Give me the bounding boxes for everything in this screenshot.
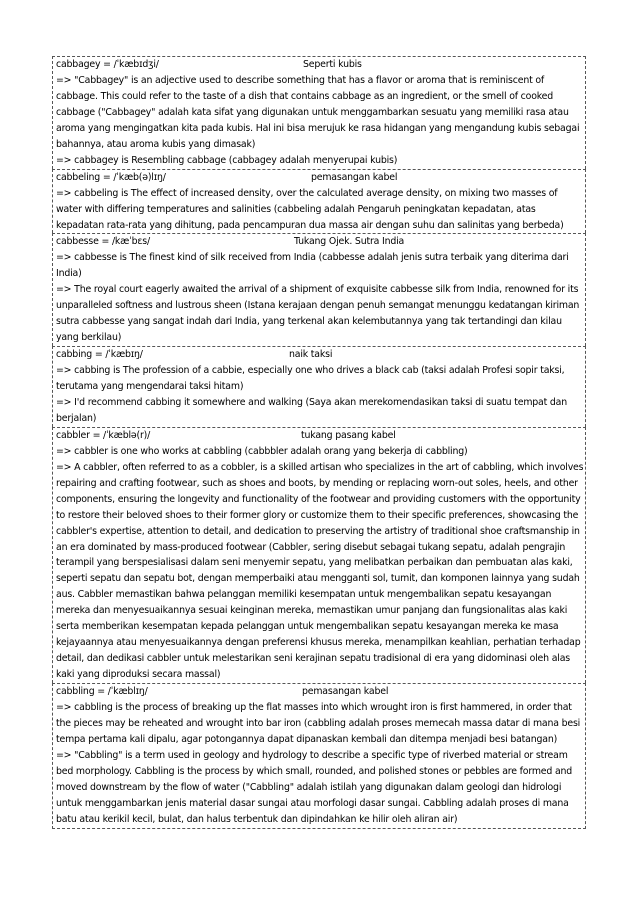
entry-headword: cabbing = /ˈkæbɪŋ/ xyxy=(56,349,143,361)
entry-example: => I'd recommend cabbing it somewhere and walking (Saya akan merekomendasikan taksi di suatu tempat dan berjalan) xyxy=(56,396,568,424)
dictionary-entry-cabbesse xyxy=(52,233,586,346)
entry-headword: cabbeling = /ˈkæb(ə)lɪŋ/ xyxy=(56,171,166,183)
entry-definition: => cabbling is the process of breaking up the flat masses into which wrought iron is first hammered, in order that the pieces may be reheated and wrought into bar iron (cabbling adalah proses memecah massa datar di mana besi tempa pertama kali dipalu, agar potongannya dapat dipanaskan kembali dan ditempa menjadi besi batangan) xyxy=(56,702,581,745)
entry-translation: naik taksi xyxy=(289,349,333,361)
entry-translation: Seperti kubis xyxy=(303,59,362,70)
entry-translation: tukang pasang kabel xyxy=(301,429,396,441)
entry-headword: cabbagey = /ˈkæbɪdʒi/ xyxy=(56,59,159,70)
dictionary-entry-cabbeling xyxy=(52,169,586,234)
entry-example: => A cabbler, often referred to as a cobbler, is a skilled artisan who specializes in the art of cabbling, which involves repairing and crafting footwear, such as shoes and boots, by mending or replacing worn-out soles, heels, and other components, ensuring the longevity and functionality of the footwear and providing customers with the opportunity to restore their beloved shoes to their former glory or customize them to their specific preferences, showcasing the cabbler's expertise, attention to detail, and dedication to preserving the artistry of traditional shoe craftsmanship in an era dominated by mass-produced footwear (Cabbler, sering disebut sebagai tukang sepatu, adalah pengrajin terampil yang berspesialisasi dalam seni menyemir sepatu, yang melibatkan perbaikan dan pembuatan alas kaki, seperti sepatu dan sepatu bot, dengan memperbaiki atau mengganti sol, tumit, dan komponen lainnya yang sudah aus. Cabbler memastikan bahwa pelanggan memiliki kesempatan untuk mengembalikan sepatu kesayangan mereka dan menyesuaikannya sesuai keinginan mereka, memastikan umur panjang dan fungsionalitas alas kaki serta memberikan kesempatan kepada pelanggan untuk mengembalikan sepatu kesayangan mereka ke masa kejayaannya atau menyesuaikannya dengan preferensi khusus mereka, menampilkan keahlian, perhatian terhadap detail, dan dedikasi cabbler untuk melestarikan seni kerajinan sepatu tradisional di era yang didominasi oleh alas kaki yang diproduksi secara massal) xyxy=(56,461,584,681)
entry-header xyxy=(56,234,585,250)
entry-definition: => "Cabbagey" is an adjective used to describe something that has a flavor or aroma that is reminiscent of cabbage. This could refer to the taste of a dish that contains cabbage as an ingredient, or the smell of cooked cabbage ("Cabbagey" adalah kata sifat yang digunakan untuk menggambarkan sesuatu yang memiliki rasa atau aroma yang mengingatkan kita pada kubis. Hal ini bisa merujuk ke rasa hidangan yang mengandung kubis sebagai bahannya, atau aroma kubis yang dimasak) xyxy=(56,74,580,150)
dictionary-entry-cabbler xyxy=(52,427,586,683)
entry-definition: => cabbler is one who works at cabbling (cabbbler adalah orang yang bekerja di cabbling) xyxy=(56,445,468,457)
entry-example: => The royal court eagerly awaited the arrival of a shipment of exquisite cabbesse silk from India, renowned for its unparalleled softness and lustrous sheen (Istana kerajaan dengan penuh semangat menunggu kedatangan kiriman sutra cabbesse yang sangat indah dari India, yang terkenal akan kelembutannya yang tak tertandingi dan kilau yang berkilau) xyxy=(56,284,580,344)
entry-definition: => cabbesse is The finest kind of silk received from India (cabbesse adalah jenis sutra terbaik yang diterima dari India) xyxy=(56,252,569,280)
entry-header xyxy=(56,57,585,73)
entry-header xyxy=(56,347,585,363)
entry-headword: cabbler = /ˈkæblə(r)/ xyxy=(56,429,151,441)
dictionary-entry-cabbagey xyxy=(52,56,586,169)
dictionary-entry-cabbling xyxy=(52,683,586,829)
dictionary-entry-cabbing xyxy=(52,346,586,427)
entry-example: => "Cabbling" is a term used in geology and hydrology to describe a specific type of riverbed material or stream bed morphology. Cabbling is the process by which small, rounded, and polished stones or pebbles are formed and moved downstream by the flow of water ("Cabbling" adalah istilah yang digunakan dalam geologi dan hidrologi untuk menggambarkan jenis material dasar sungai atau morfologi dasar sungai. Cabbling adalah proses di mana batu atau kerikil kecil, bulat, dan halus terbentuk dan dipindahkan ke hilir oleh aliran air) xyxy=(56,749,573,825)
entry-headword: cabbling = /ˈkæblɪŋ/ xyxy=(56,686,148,698)
entry-translation: pemasangan kabel xyxy=(311,171,398,183)
entry-headword: cabbesse = /kæˈbɛs/ xyxy=(56,236,150,248)
entry-translation: pemasangan kabel xyxy=(302,686,389,698)
entry-header xyxy=(56,684,585,700)
entry-definition: => cabbagey is Resembling cabbage (cabbagey adalah menyerupai kubis) xyxy=(56,154,398,166)
document-page xyxy=(52,56,586,829)
entry-definition: => cabbeling is The effect of increased density, over the calculated average density, on mixing two masses of water with differing temperatures and salinities (cabbeling adalah Pengaruh peningkatan kepadatan, atas kepadatan rata-rata yang dihitung, pada pencampuran dua massa air dengan suhu dan salinitas yang berbeda) xyxy=(56,187,564,231)
entry-header xyxy=(56,428,585,444)
entry-translation: Tukang Ojek. Sutra India xyxy=(294,236,405,248)
entry-definition: => cabbing is The profession of a cabbie, especially one who drives a black cab (taksi adalah Profesi sopir taksi, terutama yang mengendarai taksi hitam) xyxy=(56,365,565,392)
entry-header xyxy=(56,170,585,186)
